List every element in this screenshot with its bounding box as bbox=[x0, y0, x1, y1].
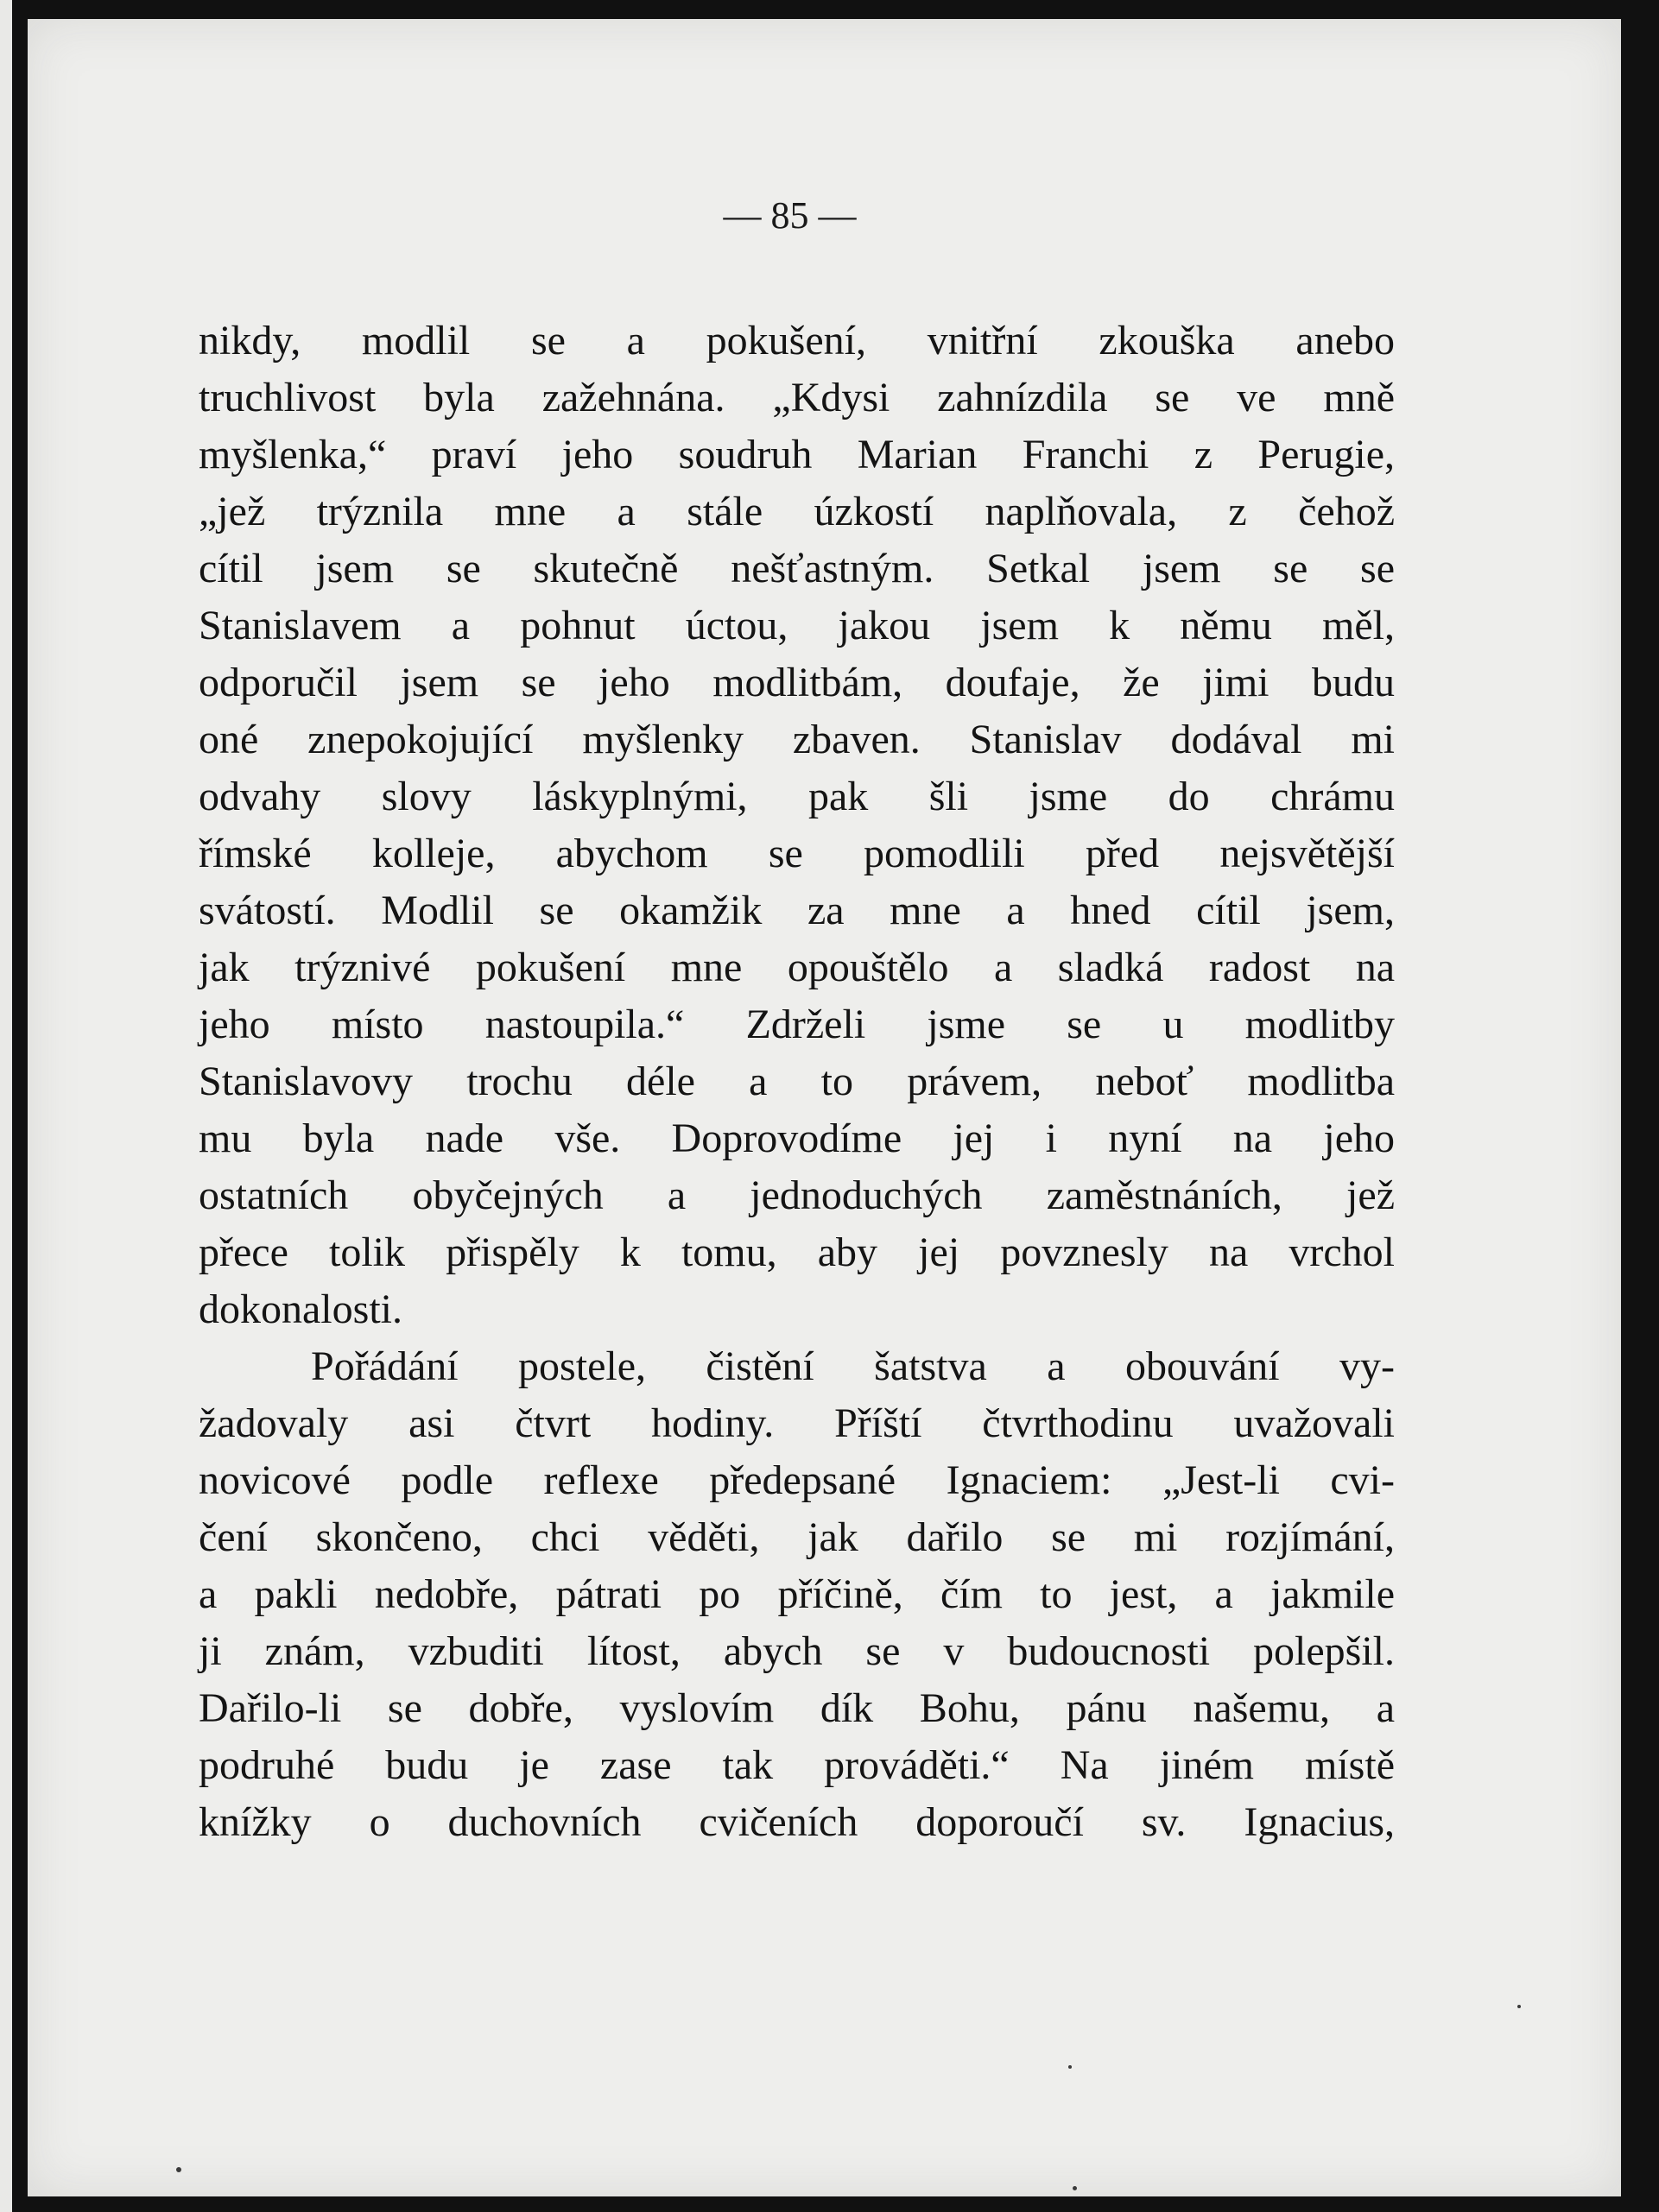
text-line: myšlenka,“ praví jeho soudruh Marian Franchi z Perugie, bbox=[199, 432, 1395, 477]
text-line: Stanislavem a pohnut úctou, jakou jsem k němu měl, bbox=[199, 603, 1395, 648]
text-line: dokonalosti. bbox=[199, 1286, 402, 1332]
text-line: Stanislavovy trochu déle a to právem, neboť modlitba bbox=[199, 1059, 1395, 1104]
text-line: ji znám, vzbuditi lítost, abych se v budoucnosti polepšil. bbox=[199, 1628, 1395, 1674]
text-line: římské kolleje, abychom se pomodlili před nejsvětější bbox=[199, 831, 1395, 876]
text-line: nikdy, modlil se a pokušení, vnitřní zkouška anebo bbox=[199, 318, 1395, 363]
text-line: mu byla nade vše. Doprovodíme jej i nyní na jeho bbox=[199, 1115, 1395, 1161]
scan-speck bbox=[176, 2167, 181, 2172]
text-line: jeho místo nastoupila.“ Zdrželi jsme se u modlitby bbox=[199, 1002, 1395, 1047]
text-line: přece tolik přispěly k tomu, aby jej povznesly na vrchol bbox=[199, 1229, 1395, 1275]
body-text bbox=[199, 313, 1395, 1851]
scan-speck bbox=[1068, 2065, 1072, 2069]
text-line: odvahy slovy láskyplnými, pak šli jsme do chrámu bbox=[199, 774, 1395, 819]
left-page-edge bbox=[0, 0, 12, 2212]
text-line: a pakli nedobře, pátrati po příčině, čím to jest, a jakmile bbox=[199, 1571, 1395, 1617]
page-number: — 85 — bbox=[723, 194, 857, 237]
text-line: truchlivost byla zažehnána. „Kdysi zahnízdila se ve mně bbox=[199, 375, 1395, 420]
text-line: odporučil jsem se jeho modlitbám, doufaje, že jimi budu bbox=[199, 660, 1395, 705]
text-line: oné znepokojující myšlenky zbaven. Stanislav dodával mi bbox=[199, 717, 1395, 762]
scan-speck bbox=[1073, 2186, 1077, 2190]
text-line: Dařilo-li se dobře, vyslovím dík Bohu, pánu našemu, a bbox=[199, 1685, 1395, 1731]
text-line: cítil jsem se skutečně nešťastným. Setkal jsem se se bbox=[199, 546, 1395, 591]
text-line: ostatních obyčejných a jednoduchých zaměstnáních, jež bbox=[199, 1172, 1395, 1218]
text-line: svátostí. Modlil se okamžik za mne a hned cítil jsem, bbox=[199, 888, 1395, 933]
text-line: žadovaly asi čtvrt hodiny. Příští čtvrthodinu uvažovali bbox=[199, 1400, 1395, 1446]
text-line: čení skončeno, chci věděti, jak dařilo se mi rozjímání, bbox=[199, 1514, 1395, 1560]
book-page bbox=[28, 19, 1621, 2196]
text-line: podruhé budu je zase tak prováděti.“ Na jiném místě bbox=[199, 1742, 1395, 1788]
text-line: Pořádání postele, čistění šatstva a obouvání vy- bbox=[311, 1343, 1395, 1389]
scan-speck bbox=[1517, 2005, 1521, 2008]
text-line: novicové podle reflexe předepsané Ignaciem: „Jest-li cvi- bbox=[199, 1457, 1395, 1503]
text-line: „jež trýznila mne a stále úzkostí naplňovala, z čehož bbox=[199, 489, 1395, 534]
text-line: knížky o duchovních cvičeních doporoučí sv. Ignacius, bbox=[199, 1799, 1395, 1845]
text-line: jak trýznivé pokušení mne opouštělo a sladká radost na bbox=[199, 945, 1395, 990]
